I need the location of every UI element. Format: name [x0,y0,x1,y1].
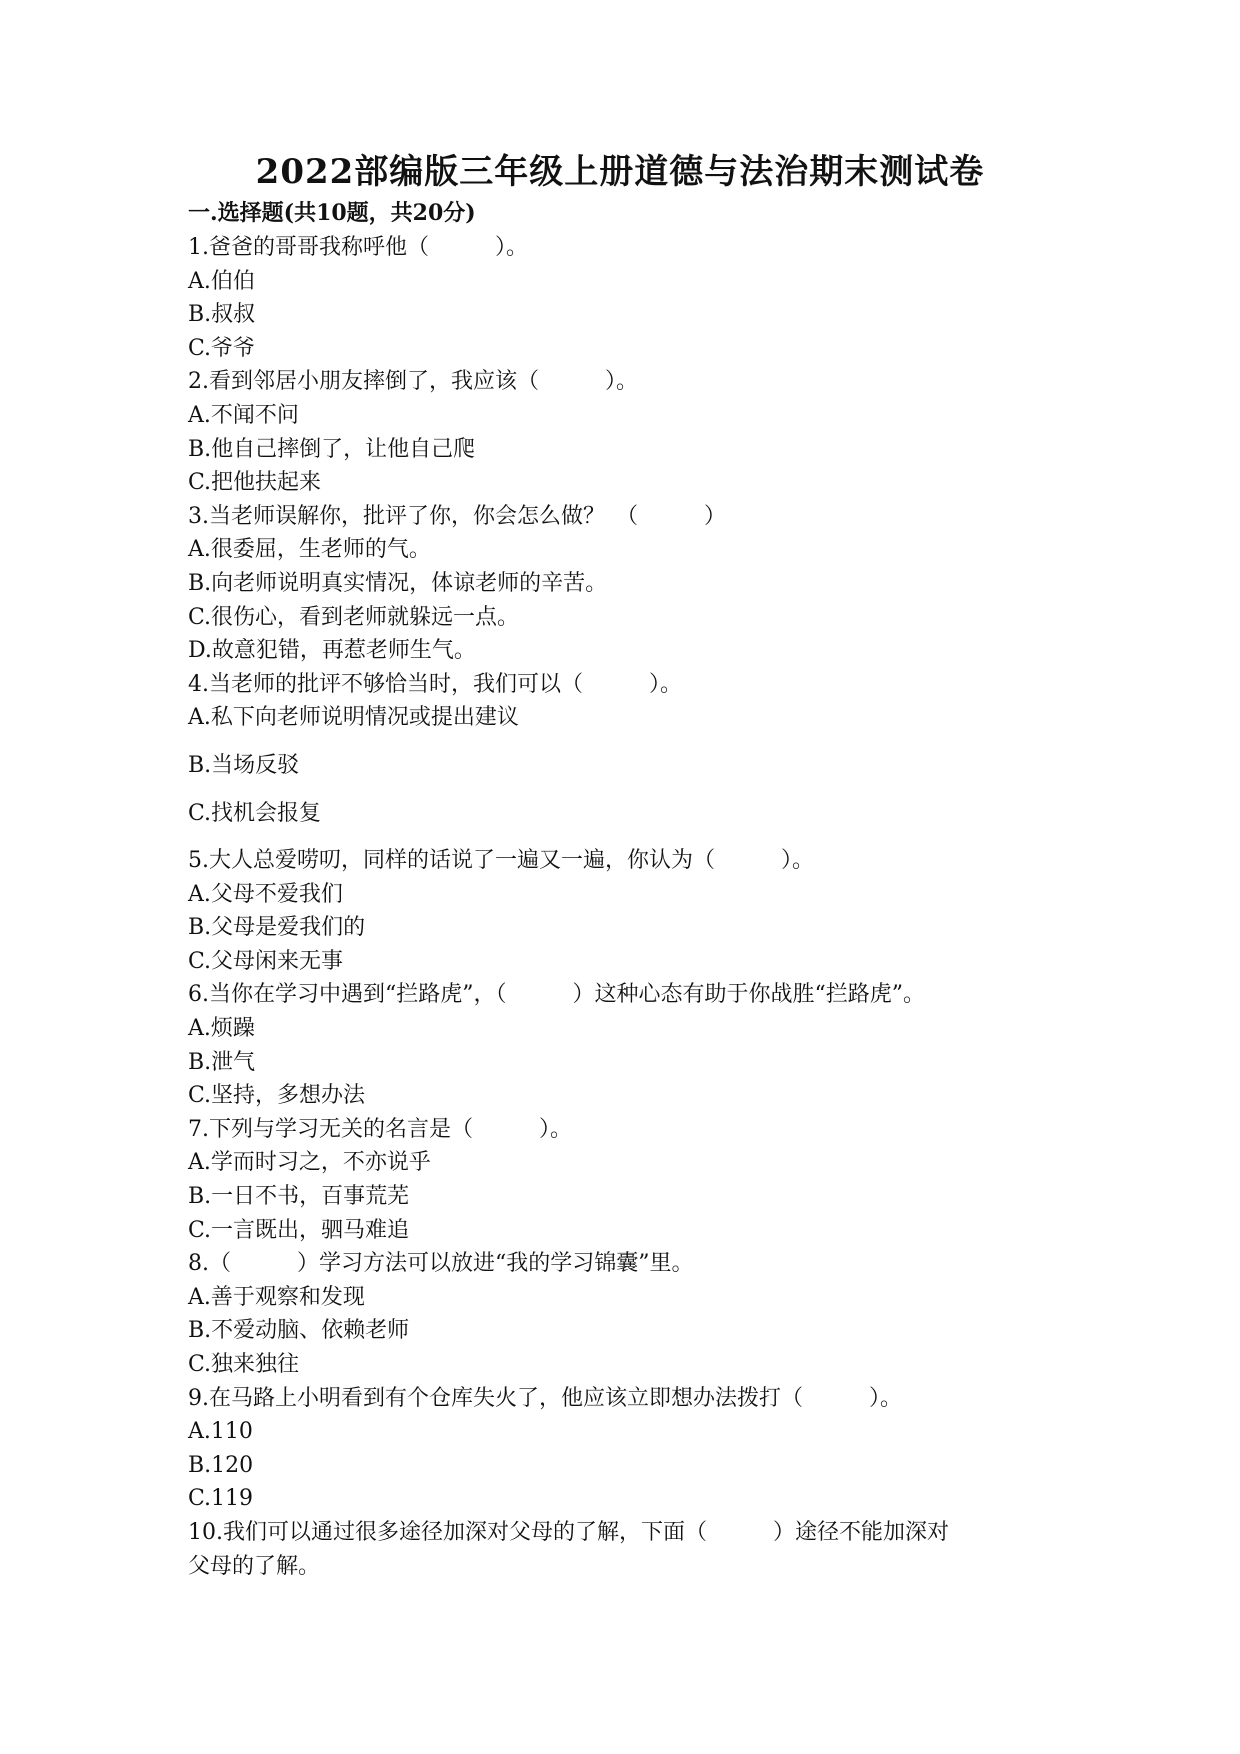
option: A.私下向老师说明情况或提出建议 [188,705,519,731]
question-list [188,231,1088,1583]
option: B.向老师说明真实情况，体谅老师的辛苦。 [188,570,608,596]
question-stem: 3.当老师误解你，批评了你，你会怎么做？ （ ） [188,503,726,529]
question-stem: 1.爸爸的哥哥我称呼他（ ）。 [188,235,528,260]
question-stem: 6.当你在学习中遇到“拦路虎”，（ ）这种心态有助于你战胜“拦路虎”。 [188,982,925,1008]
option: A.烦躁 [188,1016,255,1042]
option: A.善于观察和发现 [188,1284,365,1310]
option: C.119 [188,1486,254,1512]
question-stem: 7.下列与学习无关的名言是（ ）。 [188,1116,572,1142]
option: B.当场反驳 [188,752,300,778]
question-stem: 10.我们可以通过很多途径加深对父母的了解，下面（ ）途径不能加深对 [188,1519,949,1545]
question-stem: 5.大人总爱唠叨，同样的话说了一遍又一遍，你认为（ ）。 [188,848,814,874]
option: C.独来独往 [188,1352,300,1377]
page-title: 2022部编版三年级上册道德与法治期末测试卷 [255,152,985,192]
option: B.他自己摔倒了，让他自己爬 [188,436,476,462]
option: A.很委屈，生老师的气。 [188,537,431,563]
option: C.把他扶起来 [188,470,322,496]
question-stem: 4.当老师的批评不够恰当时，我们可以（ ）。 [188,671,682,697]
option: C.找机会报复 [188,800,322,826]
option: B.不爱动脑、依赖老师 [188,1318,410,1344]
option: C.坚持，多想办法 [188,1083,366,1109]
option: C.爷爷 [188,335,256,361]
option: A.110 [188,1419,253,1445]
option: B.一日不书，百事荒芜 [188,1184,410,1210]
section-heading: 一.选择题(共10题，共20分) [188,200,476,226]
option: A.父母不爱我们 [188,881,343,907]
option: A.学而时习之，不亦说乎 [188,1150,431,1176]
option: B.120 [188,1452,254,1478]
option: C.很伤心，看到老师就躲远一点。 [188,604,520,630]
question-stem: 2.看到邻居小朋友摔倒了，我应该（ ）。 [188,369,638,395]
option: B.泄气 [188,1049,256,1075]
question-stem: 9.在马路上小明看到有个仓库失火了，他应该立即想办法拨打（ ）。 [188,1385,902,1411]
option: D.故意犯错，再惹老师生气。 [188,638,476,664]
question-stem-continued: 父母的了解。 [188,1553,321,1579]
option: B.叔叔 [188,302,256,328]
option: B.父母是爱我们的 [188,915,366,941]
option: A.伯伯 [188,268,255,294]
option: C.父母闲来无事 [188,948,344,974]
question-stem: 8.（ ）学习方法可以放进“我的学习锦囊”里。 [188,1251,694,1277]
option: A.不闻不问 [188,402,299,428]
option: C.一言既出，驷马难追 [188,1217,410,1243]
